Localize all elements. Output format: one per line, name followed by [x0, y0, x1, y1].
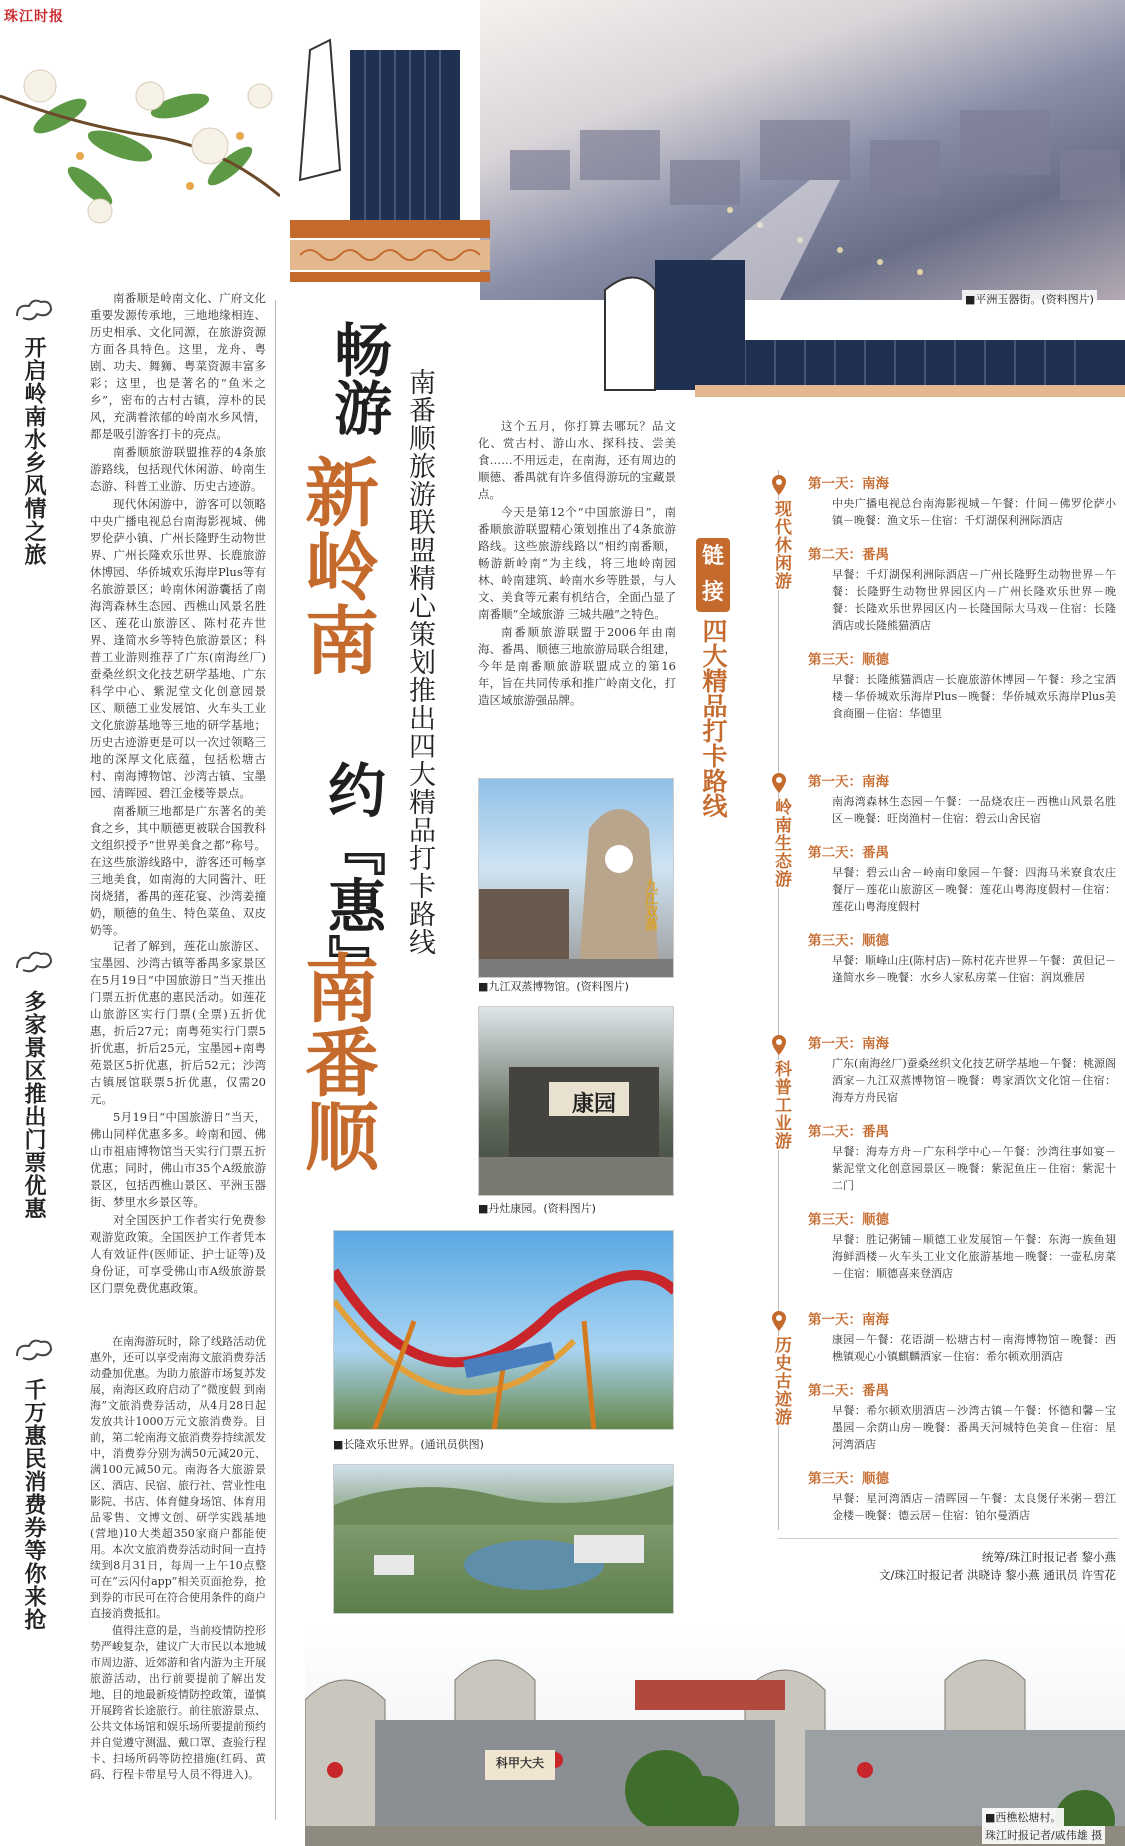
route-label-4: 历史古迹游: [766, 1336, 792, 1426]
roof-decoration-left: [290, 30, 490, 300]
photo-chimelong: [333, 1230, 674, 1430]
route-label-1: 现代休闲游: [766, 500, 792, 590]
cloud-icon: [12, 296, 54, 326]
route-block-3: [808, 1032, 1116, 1292]
column-rule-left: [275, 300, 276, 1820]
photo-caption-1: ■九江双蒸博物馆。(资料图片): [478, 980, 629, 993]
paragraph: 南番顺旅游联盟于2006年由南海、番禺、顺德三地旅游局联合组建，今年是南番顺旅游联盟成立的第16年，旨在共同传承和推广岭南文化，打造区域旅游强品牌。: [478, 625, 676, 707]
top-aerial-photo: [480, 0, 1125, 300]
route-label-3: 科普工业游: [766, 1060, 792, 1150]
section-heading-3: 千万惠民消费券等你来抢: [21, 1378, 47, 1631]
route-block-4: [808, 1308, 1116, 1534]
intro-text: [478, 418, 676, 710]
route-day-title: 第二天：番禺: [808, 845, 889, 861]
route-day-title: 第一天：南海: [808, 476, 889, 492]
route-itinerary: 早餐：希尔顿欢朋酒店－沙湾古镇－午餐：怀德和馨－宝墨园－余荫山房－晚餐：番禺天河城特色美食－住宿：星河湾酒店: [832, 1404, 1116, 1451]
city-illustration: [480, 0, 1125, 300]
route-label-2: 岭南生态游: [766, 798, 792, 888]
route-day-title: 第三天：顺德: [808, 1471, 889, 1487]
route-itinerary: 南海湾森林生态园－午餐：一品烧农庄－西樵山风景名胜区－晚餐：旺岗渔村－住宿：碧云山舍民宿: [832, 795, 1116, 825]
paragraph: 南番顺是岭南文化、广府文化重要发源传承地，三地地缘相连、历史相承、文化同源，在旅游资源方面各具特色。这里，龙舟、粤剧、功夫、舞狮、粤菜资源丰富多彩；这里，也是著名的“鱼米之乡”，密布的古村古镇，淳朴的民风，充满着浓郁的岭南水乡风情，都是吸引游客打卡的亮点。: [90, 291, 266, 441]
photo-kangyuan: [478, 1006, 674, 1196]
location-pin-icon: [770, 772, 788, 794]
headline-line-4: 南番顺: [293, 950, 379, 1172]
section-body-2: [90, 938, 266, 1298]
location-pin-icon: [770, 474, 788, 496]
route-day-title: 第二天：番禺: [808, 547, 889, 563]
route-day-title: 第一天：南海: [808, 774, 889, 790]
section-body-3: [90, 1334, 266, 1784]
byline: [780, 1548, 1116, 1584]
paragraph: 这个五月，你打算去哪玩？品文化、赏古村、游山水、探科技、尝美食……不用远走，在南海，还有周边的顺德、番禺就有许多值得游玩的宝藏景点。: [478, 419, 676, 501]
route-day-title: 第一天：南海: [808, 1312, 889, 1328]
paragraph: 值得注意的是，当前疫情防控形势严峻复杂，建议广大市民以本地城市周边游、近郊游和省内游为主开展旅游活动，出行前要提前了解出发地、目的地最新疫情防控政策，谨慎开展跨省长途旅行。前往旅游景点、公共文体场馆和娱乐场所要提前预约并自觉遵守测温、戴口罩、查验行程卡、扫场所码等防控措施(红码、黄码、行程卡带星号人员不得进入)。: [90, 1624, 266, 1781]
route-day-title: 第二天：番禺: [808, 1383, 889, 1399]
route-day-title: 第二天：番禺: [808, 1124, 889, 1140]
route-itinerary: 早餐：胜记粥铺－顺德工业发展馆－午餐：东海一族鱼翅海鲜酒楼－火车头工业文化旅游基地－晚餐：一壶私房菜－住宿：顺德喜来登酒店: [832, 1233, 1116, 1280]
museum-sign: 九江双蒸: [642, 879, 657, 931]
subheadline: 南番顺旅游联盟精心策划推出四大精品打卡路线: [404, 368, 435, 956]
section-body-1: [90, 290, 266, 940]
photo-caption-2: ■丹灶康园。(资料图片): [478, 1202, 596, 1215]
photo-jiujiang-museum: [478, 778, 674, 978]
cloud-icon: [12, 1336, 54, 1366]
route-itinerary: 广东(南海丝厂)蚕桑丝织文化技艺研学基地－午餐：桃源阁酒家－九江双蒸博物馆－晚餐：粤家酒饮文化馆－住宿：海寿方舟民宿: [832, 1057, 1116, 1104]
route-itinerary: 康园－午餐：花语湖－松塘古村－南海博物馆－晚餐：西樵镇观心小镇麒麟酒家－住宿：希尔顿欢朋酒店: [832, 1333, 1116, 1363]
link-badge: 链接: [696, 538, 730, 612]
newspaper-masthead: 珠江时报: [4, 9, 64, 25]
credits-divider: [778, 1538, 1118, 1539]
section-heading-1: 开启岭南水乡风情之旅: [21, 336, 47, 566]
cloud-icon: [12, 948, 54, 978]
route-itinerary: 早餐：碧云山舍－岭南印象园－午餐：四海马米寮食农庄餐厅－莲花山旅游区－晚餐：莲花山粤海度假村－住宿：莲花山粤海度假村: [832, 866, 1116, 913]
photo-xiqiao-lake: [333, 1464, 674, 1614]
location-pin-icon: [770, 1034, 788, 1056]
rollercoaster-illustration: [334, 1231, 674, 1430]
bottom-photo-credit: 珠江时报记者/戚伟雄 摄: [982, 1826, 1105, 1844]
route-itinerary: 早餐：星河湾酒店－清晖园－午餐：太良煲仔米粥－碧江金楼－晚餐：德云居－住宿：铂尔曼酒店: [832, 1492, 1116, 1522]
route-day-title: 第三天：顺德: [808, 652, 889, 668]
route-itinerary: 早餐：顺峰山庄(陈村店)－陈村花卉世界－午餐：黄但记－逢简水乡－晚餐：水乡人家私房菜－住宿：润岚雅居: [832, 954, 1116, 984]
paragraph: 今天是第12个“中国旅游日”，南番顺旅游联盟精心策划推出了4条旅游路线。这些旅游线路以“相约南番顺，畅游新岭南”为主线，将三地岭南园林、岭南建筑、岭南水乡等胜景，与人文、美食等元素有机结合，全面凸显了南番顺“全域旅游 三城共融”之特色。: [478, 505, 676, 621]
paragraph: 5月19日“中国旅游日”当天，佛山同样优惠多多。岭南和园、佛山市祖庙博物馆当天实行门票五折优惠；同时，佛山市35个A级旅游景区，包括西樵山景区、平洲玉器街、梦里水乡景区等。: [90, 1110, 266, 1209]
bottom-photo-caption: ■西樵松塘村。: [982, 1808, 1064, 1826]
headline-line-1: 畅游: [324, 320, 392, 436]
paragraph: 现代休闲游中，游客可以领略中央广播电视总台南海影视城、佛罗伦萨小镇、广州长隆野生动物世界、广州长隆欢乐世界、长鹿旅游休博园、华侨城欢乐海岸Plus等有名旅游景区；岭南休闲游囊括了南海湾森林生态园、西樵山风景名胜区、莲花山旅游区、陈村花卉世界、逢简水乡等特色旅游景区；科普工业游则推荐了广东(南海丝厂)蚕桑丝织文化技艺研学基地、广东科学中心、紫泥堂文化创意园景区、顺德工业发展馆、火车头工业文化旅游基地等三地的研学基地；历史古迹游更是可以一次过领略三地的深厚文化底蕴，包括松塘古村、南海博物馆、沙湾古镇、宝墨园、清晖园、碧江金楼等景点。: [90, 497, 266, 800]
route-day-title: 第一天：南海: [808, 1036, 889, 1052]
route-itinerary: 早餐：海寿方舟－广东科学中心－午餐：沙湾往事如宴－紫泥堂文化创意园景区－晚餐：紫泥鱼庄－住宿：紫泥十二门: [832, 1145, 1116, 1192]
byline-coordinator: 统筹/珠江时报记者 黎小燕: [981, 1550, 1116, 1564]
lake-illustration: [334, 1465, 674, 1614]
section-heading-2: 多家景区推出门票优惠: [21, 990, 47, 1220]
route-day-title: 第三天：顺德: [808, 1212, 889, 1228]
location-pin-icon: [770, 1310, 788, 1332]
kangyuan-sign: 康园: [571, 1091, 616, 1117]
village-sign: 科甲大夫: [495, 1756, 544, 1770]
route-block-2: [808, 770, 1116, 996]
headline-line-2: 新岭南: [293, 454, 379, 676]
route-itinerary: 早餐：长隆熊猫酒店－长鹿旅游休博园－午餐：珍之宝酒楼－华侨城欢乐海岸Plus－晚餐：华侨城欢乐海岸Plus美食商圈－住宿：华德里: [832, 673, 1116, 720]
roof-decoration-right: [575, 260, 1125, 400]
top-photo-caption: ■平洲玉器街。(资料图片): [962, 290, 1097, 308]
route-day-title: 第三天：顺德: [808, 933, 889, 949]
route-itinerary: 早餐：千灯湖保利洲际酒店－广州长隆野生动物世界－午餐：长隆野生动物世界园区内－广州长隆欢乐世界－晚餐：长隆欢乐世界园区内－长隆国际大马戏－住宿：长隆酒店或长隆熊猫酒店: [832, 568, 1116, 632]
route-block-1: [808, 472, 1116, 732]
paragraph: 记者了解到，莲花山旅游区、宝墨园、沙湾古镇等番禺多家景区在5月19日“中国旅游日”当天推出门票五折优惠的惠民活动。如莲花山旅游区实行门票(全票)五折优惠，折后27元；南粤苑实行门票5折优惠，折后25元，宝墨园+南粤苑景区5折优惠，折后52元；沙湾古镇展馆联票5折优惠，仅需20元。: [90, 939, 266, 1106]
paragraph: 南番顺三地都是广东著名的美食之乡，其中顺德更被联合国教科文组织授予“世界美食之都”称号。在这些旅游线路中，游客还可畅享三地美食，如南海的大同酱汁、旺岗烧猪，番禺的莲花宴、沙湾姜撞奶，顺德的鱼生、特色菜鱼、双皮奶等。: [90, 804, 266, 937]
paragraph: 在南海游玩时，除了线路活动优惠外，还可以享受南海文旅消费券活动叠加优惠。为助力旅游市场复苏发展，南海区政府启动了“微度假 到南海”文旅消费券活动，从4月28日起发放共计1000万元文旅消费券。目前，第二轮南海文旅消费券持续派发中，消费券分别为满50元减20元、满100元减50元。南海各大旅游景区、酒店、民宿、旅行社、营业性电影院、书店、体育健身场馆、体育用品零售、文博文创、研学实践基地(营地)10大类超350家商户都能使用。本次文旅消费券活动时间一直持续到8月31日，每周一上午10点整可在“云闪付app”相关页面抢券，抢到券的市民可在符合使用条件的商户直接消费抵扣。: [90, 1335, 266, 1620]
paragraph: 南番顺旅游联盟推荐的4条旅游路线，包括现代休闲游、岭南生态游、科普工业游、历史古迹游。: [90, 445, 266, 493]
paragraph: 对全国医护工作者实行免费参观游览政策。全国医护工作者凭本人有效证件(医师证、护士证等)及身份证，可享受佛山市A级旅游景区门票免费优惠政策。: [90, 1213, 266, 1295]
headline-line-3: 约『惠』: [318, 760, 386, 992]
magnolia-decoration: [0, 36, 280, 236]
photo-caption-3: ■长隆欢乐世界。(通讯员供图): [333, 1438, 484, 1451]
byline-authors: 文/珠江时报记者 洪晓诗 黎小燕 通讯员 许雪花: [879, 1568, 1116, 1582]
route-itinerary: 中央广播电视总台南海影视城－午餐：什间－佛罗伦萨小镇－晚餐：渔文乐－住宿：千灯湖保利洲际酒店: [832, 497, 1116, 527]
link-title: 四大精品打卡路线: [699, 618, 728, 818]
